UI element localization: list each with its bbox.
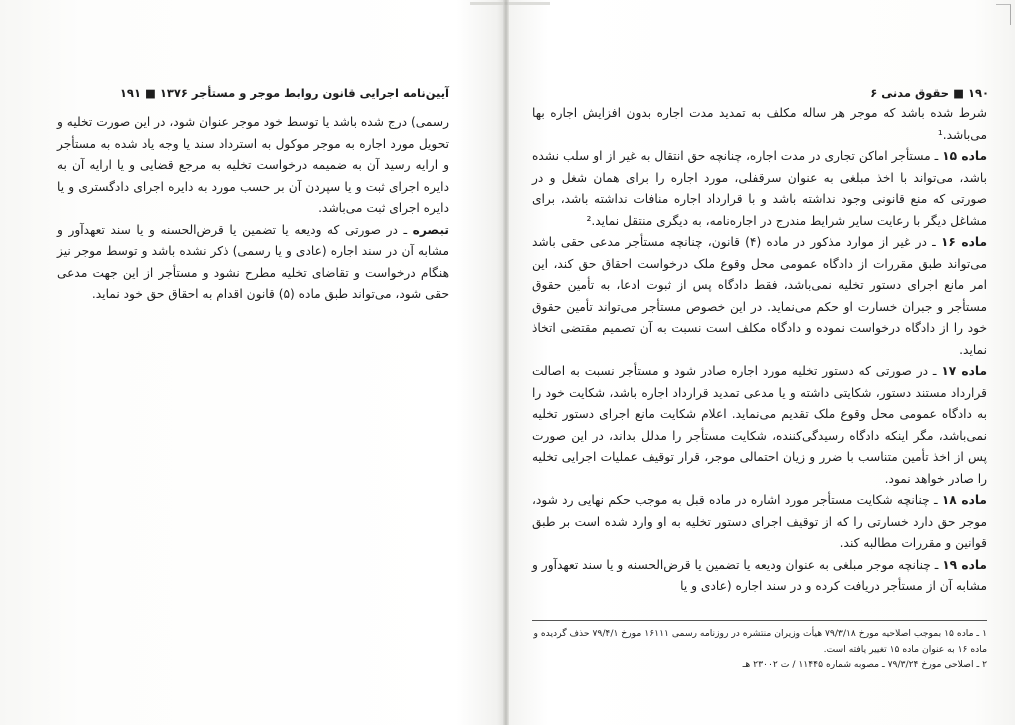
article-16 (532, 232, 987, 361)
left-page (0, 0, 505, 725)
article-text: ـ چنانچه شکایت مستأجر مورد اشاره در ماده قبل به موجب حکم نهایی رد شود، موجر حق دارد خسارتی را که از توقیف اجرای دستور تخلیه به او وارد شده است بر طبق قوانین و مقررات مطالبه کند. (532, 493, 987, 550)
left-paragraph-2 (57, 220, 449, 306)
article-19 (532, 555, 987, 598)
right-page-header: ۱۹۰ ■ حقوق مدنی ۶ (870, 86, 989, 100)
left-page-header: آیین‌نامه اجرایی قانون روابط موجر و مستأجر ۱۳۷۶ ■ ۱۹۱ (119, 86, 449, 100)
article-heading: ماده ۱۸ (941, 493, 987, 507)
paragraph-lead: تبصره (412, 222, 449, 237)
article-heading: ماده ۱۶ (940, 235, 987, 249)
right-paragraph-1 (532, 103, 987, 146)
right-page (507, 0, 1015, 725)
article-text: ـ چنانچه موجر مبلغی به عنوان ودیعه یا تضمین یا قرض‌الحسنه و یا سند تعهدآور و مشابه آن از مستأجر دریافت کرده و در سند اجاره (عادی و یا (532, 557, 987, 593)
article-18 (532, 490, 987, 555)
article-15 (532, 146, 987, 232)
article-heading: ماده ۱۹ (942, 557, 987, 572)
paragraph-text: شرط شده باشد که موجر هر ساله مکلف به تمدید مدت اجاره بدون افزایش اجاره بها می‌باشد.¹ (532, 106, 987, 142)
article-text: ـ در غیر از موارد مذکور در ماده (۴) قانون، چنانچه مستأجر مدعی حقی باشد می‌تواند طبق مقررات از دادگاه عمومی محل وقوع ملک درخواست احقاق حق کند، این امر مانع اجرای دستور تخلیه نمی‌باشد، فقط دادگاه پس از ثبوت ادعا، به تأمین حقوق مستأجر و جبران خسارت او حکم می‌نماید. در این خصوص مستأجر می‌تواند تأمین حقوق خود را از دادگاه درخواست نموده و دادگاه مکلف است نسبت به آن تصمیم مقتضی اتخاذ نماید. (532, 235, 987, 357)
article-heading: ماده ۱۵ (942, 149, 987, 163)
right-page-body (532, 103, 987, 598)
article-text: ـ در صورتی که دستور تخلیه مورد اجاره صادر شود و مستأجر نسبت به اصالت قرارداد مستند دستور، شکایتی داشته و یا مدعی تمدید قرارداد اجاره باشد، شکایت خود را به دادگاه عمومی محل وقوع ملک تقدیم می‌نماید. اعلام شکایت مانع اجرای دستور تخلیه نمی‌باشد، مگر اینکه دادگاه رسیدگی‌کننده، شکایت مستأجر را مدلل بداند، در این صورت پس از اخذ تأمین متناسب با ضرر و زیان احتمالی موجر، قرار توقیف عملیات اجرایی تخلیه را صادر خواهد نمود. (532, 364, 987, 486)
article-17 (532, 361, 987, 490)
paragraph-text: رسمی) درج شده باشد یا توسط خود موجر عنوان شود، در این صورت تخلیه و تحویل مورد اجاره به موجر موکول به استرداد سند یا وجه یاد شده به مستأجر و ارایه رسید آن به ضمیمه درخواست تخلیه به مرجع قضایی و یا ارایه آن به دایره اجرای ثبت و یا سپردن آن بر حسب مورد به دایره اجرای دادگستری و یا دایره اجرای ثبت می‌باشد. (57, 115, 449, 215)
left-page-body (57, 112, 449, 306)
article-text: ـ مستأجر اماکن تجاری در مدت اجاره، چنانچه حق انتقال به غیر از او سلب نشده باشد، می‌تواند با اخذ مبلغی به عنوان سرقفلی، مورد اجاره را برای همان شغل و در صورتی که منع قانونی وجود نداشته باشد و با قرارداد اجاره منافات نداشته باشد، برای مشاغل دیگر با رعایت سایر شرایط مندرج در اجاره‌نامه، به دیگری منتقل نماید.² (532, 149, 987, 228)
footnote-1: ۱ ـ ماده ۱۵ بموجب اصلاحیه مورخ ۷۹/۳/۱۸ هیأت وزیران منتشره در روزنامه رسمی ۱۶۱۱۱ مورخ ۷۹/۴/۱ حذف گردیده و ماده ۱۶ به عنوان ماده ۱۵ تغییر یافته است. (533, 628, 987, 655)
footnote-2: ۲ ـ اصلاحی مورخ ۷۹/۳/۲۴ ـ مصوبه شماره ۱۱۴۴۵ / ت ۲۳۰۰۲ هـ (742, 659, 987, 670)
footnote-divider (532, 620, 987, 621)
article-heading: ماده ۱۷ (941, 364, 987, 378)
paragraph-text: ـ در صورتی که ودیعه یا تضمین یا قرض‌الحسنه و یا سند تعهدآور و مشابه آن در سند اجاره (عادی و یا رسمی) ذکر نشده باشد و توسط موجر نیز هنگام درخواست و تقاضای تخلیه مطرح نشود و مستأجر از این جهت مدعی حقی شود، می‌تواند طبق ماده (۵) قانون اقدام به احقاق حق خود نماید. (57, 222, 449, 301)
footnotes (532, 626, 987, 673)
left-paragraph-1 (57, 112, 449, 220)
